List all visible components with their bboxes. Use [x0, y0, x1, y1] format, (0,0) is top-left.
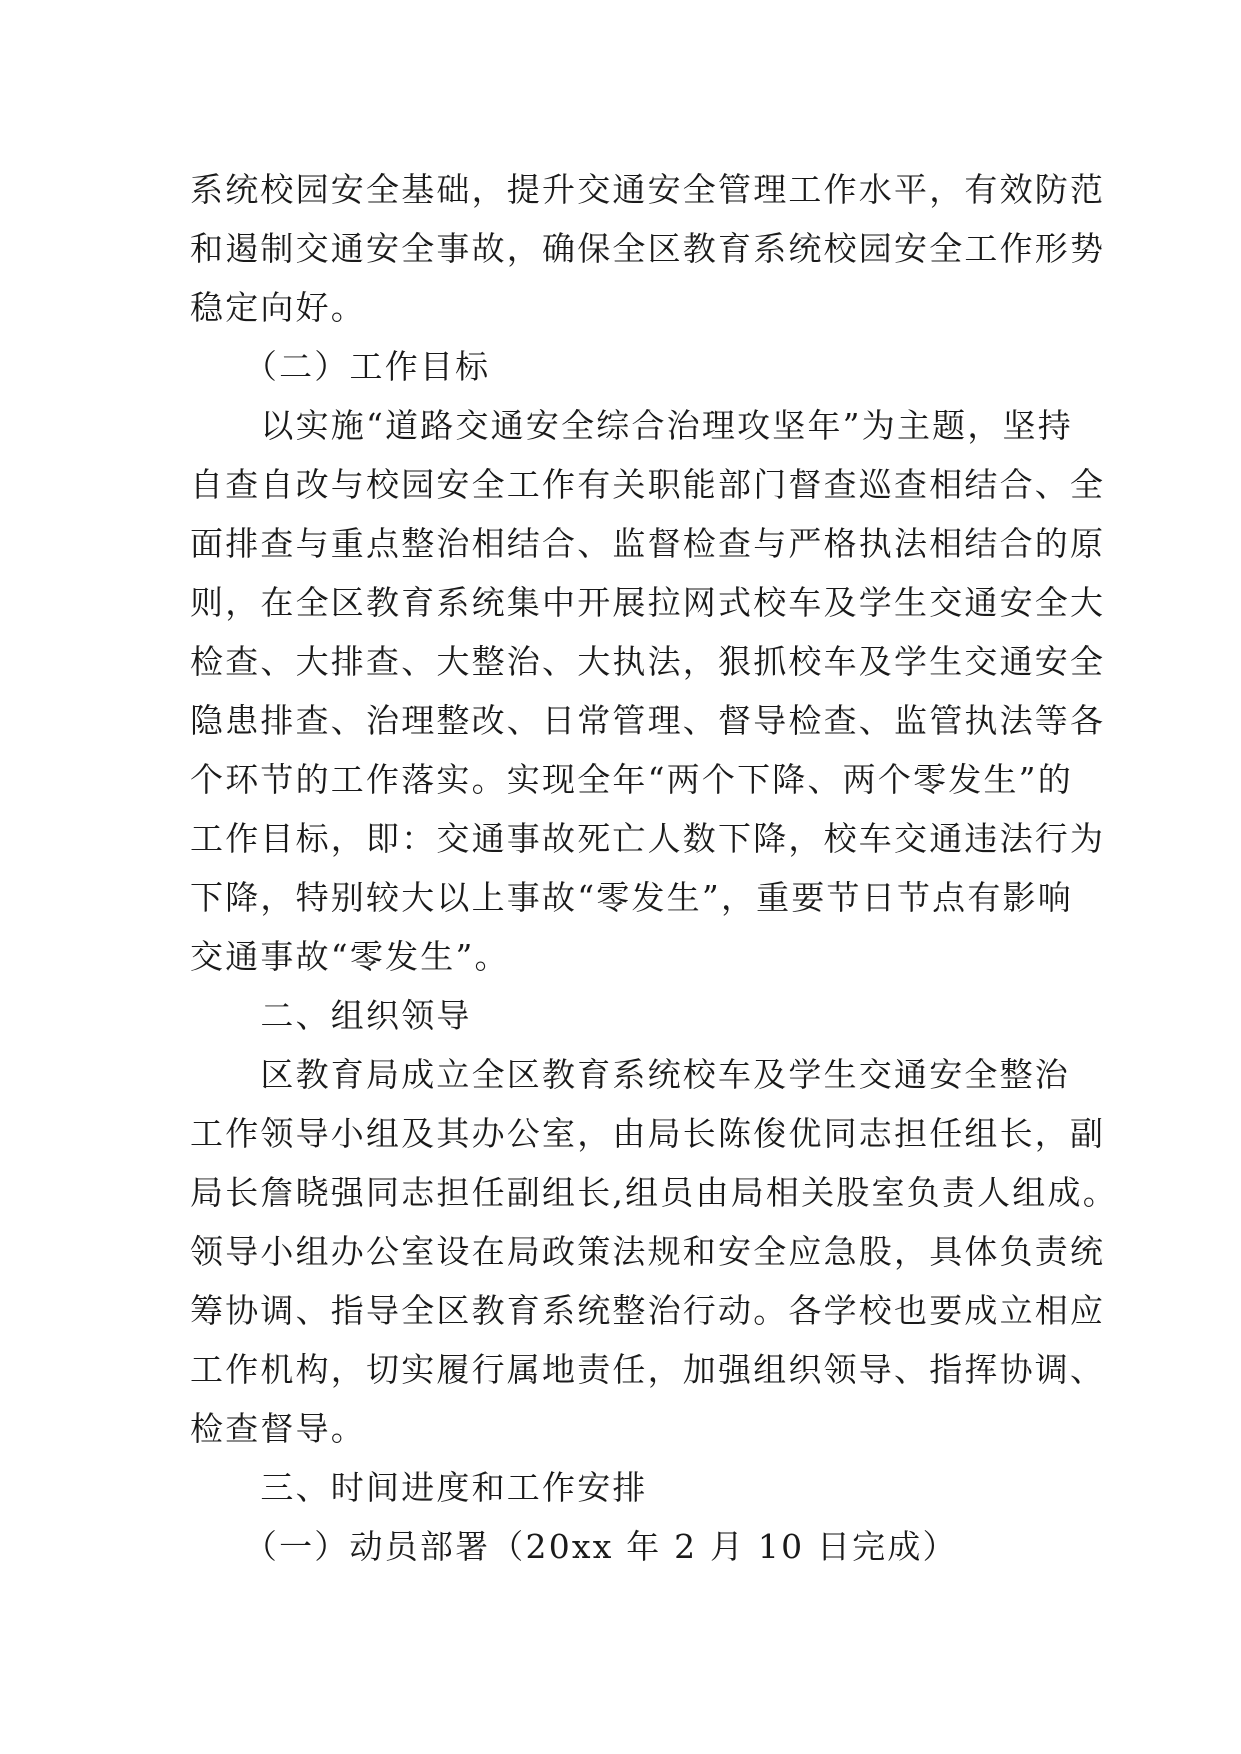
text-line: 和遏制交通安全事故，确保全区教育系统校园安全工作形势	[190, 229, 1106, 268]
text-line: 工作目标，即：交通事故死亡人数下降，校车交通违法行为	[190, 819, 1106, 858]
text-line: 以实施“道路交通安全综合治理攻坚年”为主题，坚持	[190, 406, 1073, 445]
text-line: 面排查与重点整治相结合、监督检查与严格执法相结合的原	[190, 524, 1106, 563]
document-body	[190, 160, 1118, 1576]
text-line: 下降，特别较大以上事故“零发生”，重要节日节点有影响	[190, 878, 1073, 917]
text-line: 区教育局成立全区教育系统校车及学生交通安全整治	[190, 1055, 1070, 1094]
text-line: 则，在全区教育系统集中开展拉网式校车及学生交通安全大	[190, 583, 1106, 622]
text-line: 领导小组办公室设在局政策法规和安全应急股，具体负责统	[190, 1232, 1106, 1271]
text-line: 个环节的工作落实。实现全年“两个下降、两个零发生”的	[190, 760, 1073, 799]
text-line: 局长詹晓强同志担任副组长,组员由局相关股室负责人组成。	[190, 1173, 1118, 1212]
text-line: 工作领导小组及其办公室，由局长陈俊优同志担任组长，副	[190, 1114, 1106, 1153]
text-line: 工作机构，切实履行属地责任，加强组织领导、指挥协调、	[190, 1350, 1106, 1389]
section-heading: 二、组织领导	[190, 996, 472, 1035]
text-line: 隐患排查、治理整改、日常管理、督导检查、监管执法等各	[190, 701, 1106, 740]
section-heading: 三、时间进度和工作安排	[190, 1468, 648, 1507]
text-line: 自查自改与校园安全工作有关职能部门督查巡查相结合、全	[190, 465, 1106, 504]
text-line: 系统校园安全基础，提升交通安全管理工作水平，有效防范	[190, 170, 1106, 209]
text-line: 稳定向好。	[190, 288, 366, 327]
text-line: 筹协调、指导全区教育系统整治行动。各学校也要成立相应	[190, 1291, 1106, 1330]
subsection-heading: （一）动员部署（20xx 年 2 月 10 日完成）	[190, 1527, 958, 1566]
section-heading: （二）工作目标	[190, 347, 491, 386]
text-line: 检查、大排查、大整治、大执法，狠抓校车及学生交通安全	[190, 642, 1106, 681]
text-line: 检查督导。	[190, 1409, 366, 1448]
text-line: 交通事故“零发生”。	[190, 937, 510, 976]
